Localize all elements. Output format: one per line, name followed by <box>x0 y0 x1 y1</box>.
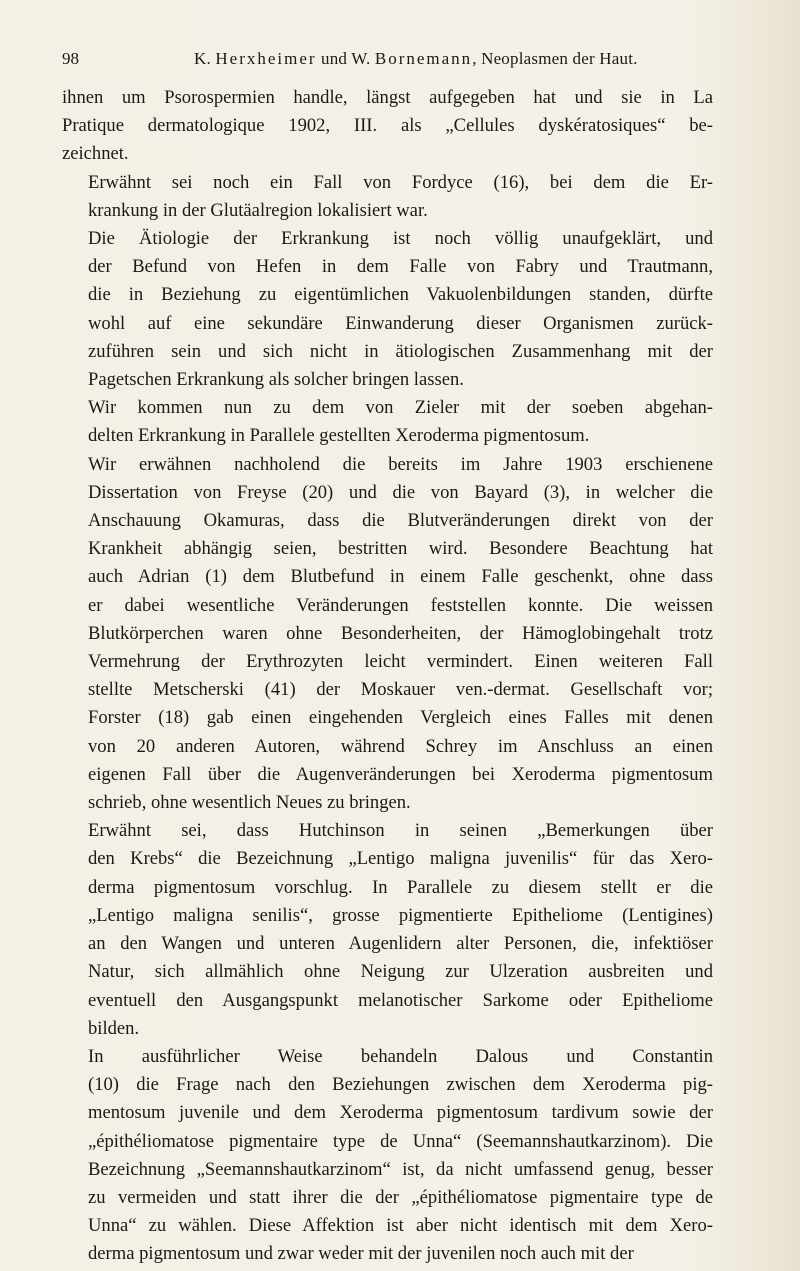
text-line: Wir kommen nun zu dem von Zieler mit der soeben abgehan- <box>88 397 713 419</box>
text-line: Anschauung Okamuras, dass die Blutveränderungen direkt von der <box>88 510 713 532</box>
text-line: von 20 anderen Autoren, während Schrey im Anschluss an einen <box>88 735 713 757</box>
text-line: Erwähnt sei, dass Hutchinson in seinen „Bemerkungen über <box>88 820 713 842</box>
text-line: Unna“ zu wählen. Diese Affektion ist aber nicht identisch mit dem Xero- <box>88 1215 713 1237</box>
text-line: Pratique dermatologique 1902, III. als „Cellules dyskératosiques“ be- <box>62 115 713 137</box>
text-line: zuführen sein und sich nicht in ätiologischen Zusammenhang mit der <box>88 340 713 362</box>
text-line: mentosum juvenile und dem Xeroderma pigmentosum tardivum sowie der <box>88 1102 713 1124</box>
text-line: Vermehrung der Erythrozyten leicht vermindert. Einen weiteren Fall <box>88 651 713 673</box>
text-line: Blutkörperchen waren ohne Besonderheiten, der Hämoglobingehalt trotz <box>88 622 713 644</box>
text-line: krankung in der Glutäalregion lokalisiert war. <box>88 199 428 221</box>
text-line: eventuell den Ausgangspunkt melanotischer Sarkome oder Epitheliome <box>88 989 713 1011</box>
text-line: Forster (18) gab einen eingehenden Vergleich eines Falles mit denen <box>88 707 713 729</box>
text-line: eigenen Fall über die Augenveränderungen bei Xeroderma pigmentosum <box>88 763 713 785</box>
text-line: Pagetschen Erkrankung als solcher bringen lassen. <box>88 369 464 391</box>
paragraph <box>62 225 713 394</box>
text-line: delten Erkrankung in Parallele gestellten Xeroderma pigmentosum. <box>88 425 590 447</box>
text-line: an den Wangen und unteren Augenlidern alter Personen, die, infektiöser <box>88 933 713 955</box>
header-prefix: K. <box>194 49 216 68</box>
text-line: Erwähnt sei noch ein Fall von Fordyce (16), bei dem die Er- <box>88 171 713 193</box>
text-line: derma pigmentosum vorschlug. In Parallele zu diesem stellt er die <box>88 876 713 898</box>
text-line: der Befund von Hefen in dem Falle von Fabry und Trautmann, <box>88 256 713 278</box>
text-line: In ausführlicher Weise behandeln Dalous und Constantin <box>88 1045 713 1067</box>
text-line: schrieb, ohne wesentlich Neues zu bringen. <box>88 792 411 814</box>
paragraph <box>62 169 713 225</box>
paragraph <box>62 84 713 169</box>
text-line: Natur, sich allmählich ohne Neigung zur Ulzeration ausbreiten und <box>88 961 713 983</box>
header-author-2: Bornemann <box>374 49 473 68</box>
body-text <box>62 84 713 1269</box>
text-line: Wir erwähnen nachholend die bereits im Jahre 1903 erschienene <box>88 453 713 475</box>
text-line: (10) die Frage nach den Beziehungen zwischen dem Xeroderma pig- <box>88 1074 713 1096</box>
paragraph <box>62 394 713 450</box>
header-title: , Neoplasmen der Haut. <box>472 49 638 68</box>
paragraph <box>62 451 713 818</box>
text-line: „Lentigo maligna senilis“, grosse pigmentierte Epitheliome (Lentigines) <box>88 904 713 926</box>
text-line: zu vermeiden und statt ihrer die der „épithéliomatose pigmentaire type de <box>88 1186 713 1208</box>
text-line: „épithéliomatose pigmentaire type de Unna“ (Seemannshautkarzinom). Die <box>88 1130 713 1152</box>
text-line: Die Ätiologie der Erkrankung ist noch völlig unaufgeklärt, und <box>88 228 713 250</box>
text-line: zeichnet. <box>62 143 129 165</box>
running-title <box>194 48 638 70</box>
text-line: den Krebs“ die Bezeichnung „Lentigo maligna juvenilis“ für das Xero- <box>88 848 713 870</box>
text-line: wohl auf eine sekundäre Einwanderung dieser Organismen zurück- <box>88 312 713 334</box>
text-line: die in Beziehung zu eigentümlichen Vakuolenbildungen standen, dürfte <box>88 284 713 306</box>
page-number: 98 <box>62 49 79 68</box>
text-line: ihnen um Psorospermien handle, längst aufgegeben hat und sie in La <box>62 87 713 108</box>
paragraph <box>62 1043 713 1269</box>
header-and: und W. <box>316 49 375 68</box>
text-line: Bezeichnung „Seemannshautkarzinom“ ist, da nicht umfassend genug, besser <box>88 1158 713 1180</box>
header-author-1: Herxheimer <box>215 49 317 68</box>
text-line: bilden. <box>88 1017 140 1039</box>
text-line: Dissertation von Freyse (20) und die von Bayard (3), in welcher die <box>88 481 713 503</box>
text-line: auch Adrian (1) dem Blutbefund in einem Falle geschenkt, ohne dass <box>88 566 713 588</box>
paragraph <box>62 817 713 1043</box>
text-line: er dabei wesentliche Veränderungen feststellen konnte. Die weissen <box>88 594 713 616</box>
text-line: Krankheit abhängig seien, bestritten wird. Besondere Beachtung hat <box>88 538 713 560</box>
text-line: stellte Metscherski (41) der Moskauer ven.-dermat. Gesellschaft vor; <box>88 679 713 701</box>
text-line: derma pigmentosum und zwar weder mit der juvenilen noch auch mit der <box>88 1243 634 1265</box>
